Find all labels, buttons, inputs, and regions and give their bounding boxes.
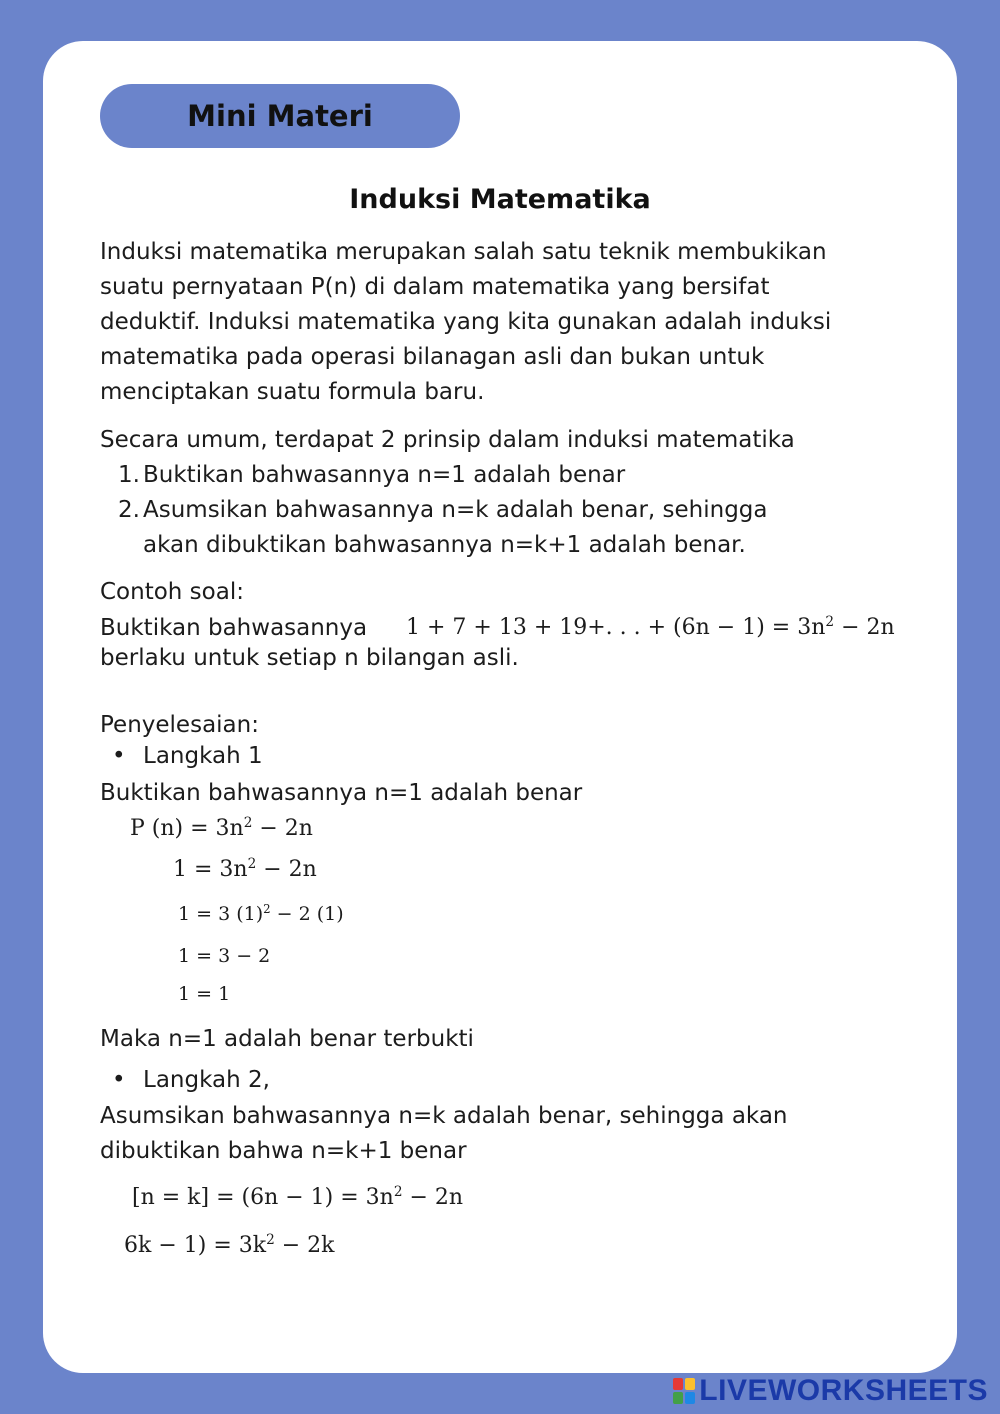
step2-line: Asumsikan bahwasannya n=k adalah benar, sehingga akan [100,1103,788,1129]
badge-label: Mini Materi [187,99,373,133]
intro-line: matematika pada operasi bilanagan asli dan bukan untuk [100,344,765,370]
step1-equation: P $(n) = 3n^2 - 2n$ [130,814,313,841]
bullet-dot: • [112,743,126,769]
example-line2: berlaku untuk setiap n bilangan asli. [100,645,519,671]
principle-item: Buktikan bahwasannya n=1 adalah benar [143,462,626,488]
principles-lead: Secara umum, terdapat 2 prinsip dalam induksi matematika [100,427,795,453]
step1-text: Buktikan bahwasannya n=1 adalah benar [100,780,583,806]
liveworksheets-logo[interactable] [673,1374,988,1408]
brand-name: LIVEWORKSHEETS [699,1374,988,1407]
list-number: 1. [118,462,140,488]
intro-line: Induksi matematika merupakan salah satu teknik membukikan [100,239,827,265]
liveworksheets-icon [673,1378,695,1404]
intro-line: deduktif. Induksi matematika yang kita gunakan adalah induksi [100,309,832,335]
example-label: Contoh soal: [100,579,244,605]
step1-equation: 1 = 3 − 2 [178,945,271,967]
step1-conclusion: Maka n=1 adalah benar terbukti [100,1026,474,1052]
example-formula: 1 + 7 + 13 + 19+. . . + $(6n - 1) = 3n^2 - 2n$ [406,613,895,640]
step2-line: dibuktikan bahwa n=k+1 benar [100,1138,467,1164]
bullet-dot: • [112,1067,126,1093]
step1-bullet: Langkah 1 [143,743,263,769]
step1-equation: 1 = 1 [178,983,231,1005]
solution-label: Penyelesaian: [100,712,259,738]
page-title: Induksi Matematika [349,184,651,215]
intro-line: menciptakan suatu formula baru. [100,379,485,405]
step1-equation: 1 = 3 $(1)^2 - 2$ (1) [178,901,344,925]
step1-equation: $1 = 3n^2 - 2n$ [173,855,317,882]
step2-equation: $[n = k] = (6n - 1) = 3n^2 - 2n$ [132,1183,464,1210]
step2-equation: $6k - 1) = 3k^2 - 2k$ [124,1231,335,1258]
step2-bullet: Langkah 2, [143,1067,270,1093]
list-number: 2. [118,497,140,523]
principle-item-cont: akan dibuktikan bahwasannya n=k+1 adalah benar. [143,532,746,558]
example-prefix: Buktikan bahwasannya [100,615,368,641]
principle-item: Asumsikan bahwasannya n=k adalah benar, sehingga [143,497,768,523]
intro-line: suatu pernyataan P(n) di dalam matematika yang bersifat [100,274,770,300]
mini-materi-badge [100,84,460,148]
